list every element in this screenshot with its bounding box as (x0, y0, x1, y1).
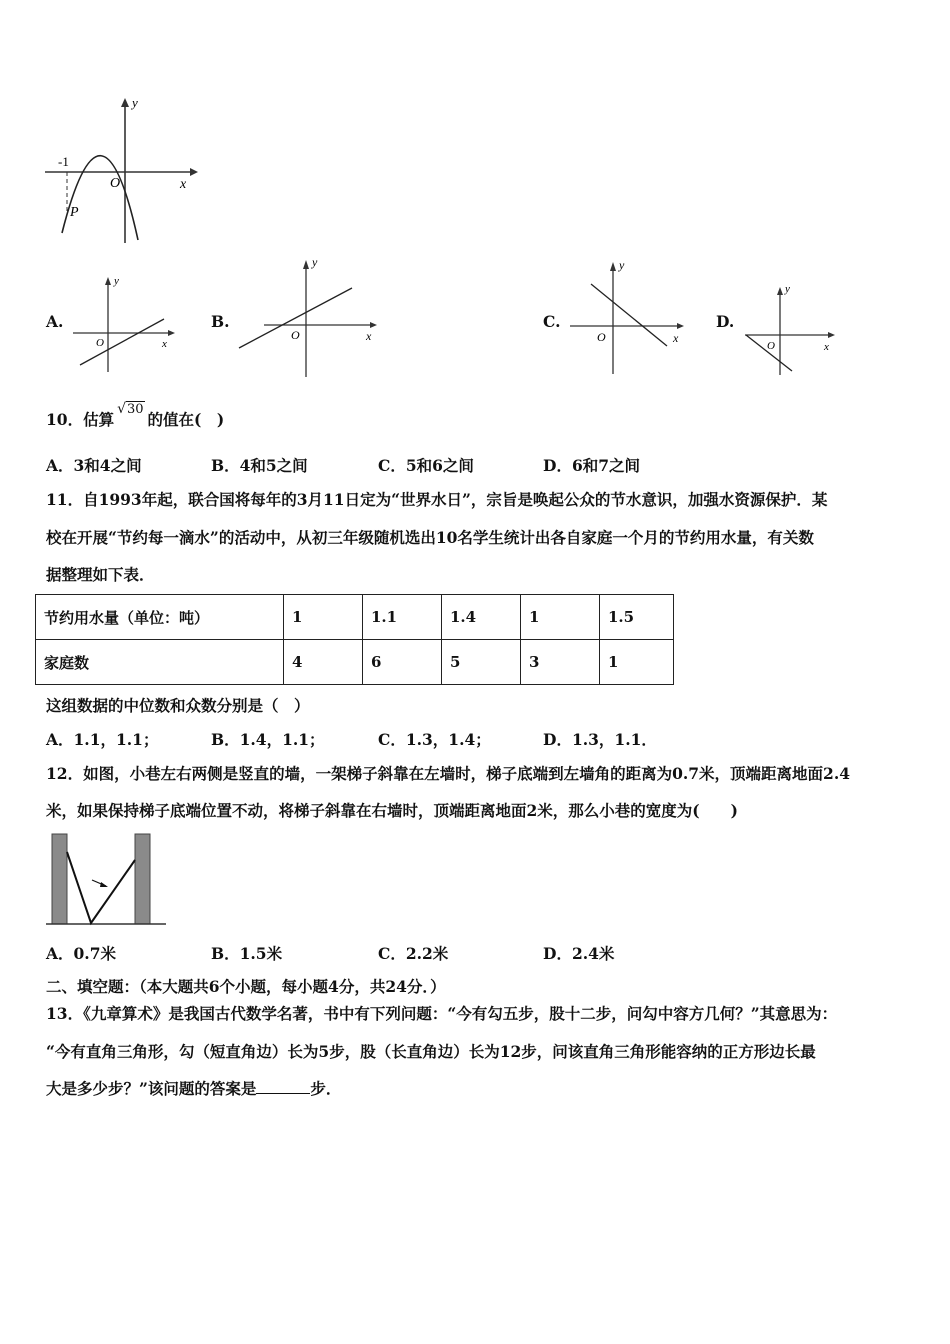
parabola-figure (40, 95, 200, 250)
option-a-line (80, 319, 164, 365)
water-saving-table (35, 594, 674, 685)
option-a-x: x (162, 338, 167, 350)
x-label: x (180, 177, 187, 192)
table-cell: 4 (284, 640, 363, 685)
option-c-letter: C. (543, 312, 561, 331)
option-c-y: y (619, 258, 625, 272)
option-a-y: y (114, 275, 119, 287)
q11-line-3: 据整理如下表． (46, 565, 155, 584)
y-axis-arrow (121, 98, 129, 107)
option-b-letter: B. (211, 312, 230, 331)
q13-line-3-after: 步． (310, 1079, 342, 1098)
q10-stem (46, 401, 225, 430)
arrow-head (100, 882, 108, 887)
table-cell: 1 (521, 595, 600, 640)
option-b-x: x (366, 329, 372, 343)
option-a-graph (68, 272, 178, 377)
table-cell: 1 (284, 595, 363, 640)
table-cell: 1.1 (363, 595, 442, 640)
option-d-graph (740, 280, 840, 380)
table-cell: 1.5 (600, 595, 674, 640)
answer-blank[interactable] (256, 1079, 310, 1094)
right-wall (135, 834, 150, 924)
option-d-o: O (767, 340, 775, 352)
x-axis-arrow (190, 168, 198, 176)
q10-option-d: D．6和7之间 (543, 456, 641, 475)
q12-line-1: 12．如图，小巷左右两侧是竖直的墙，一架梯子斜靠在左墙时，梯子底端到左墙角的距离为0.7米，顶端距离地面2.4 (46, 764, 851, 783)
table-cell: 5 (442, 640, 521, 685)
point-p-label: P (70, 205, 79, 220)
option-b-o: O (291, 328, 300, 342)
q10-radicand: 30 (127, 402, 144, 417)
sqrt-symbol: √ (117, 401, 126, 417)
left-wall (52, 834, 67, 924)
q10-option-a: A．3和4之间 (46, 456, 142, 475)
option-c-x: x (673, 331, 679, 345)
q10-option-c: C．5和6之间 (378, 456, 474, 475)
q13-line-3-before: 大是多少步？”该问题的答案是 (46, 1079, 257, 1098)
q12-option-a: A．0.7米 (46, 944, 116, 963)
table-row (36, 595, 674, 640)
q13-line-2: “今有直角三角形，勾（短直角边）长为5步，股（长直角边）长为12步，问该直角三角形能容纳的正方形边长最 (46, 1042, 816, 1061)
q12-line-2: 米，如果保持梯子底端位置不动，将梯子斜靠在右墙时，顶端距离地面2米，那么小巷的宽度为( ) (46, 801, 738, 820)
table-row (36, 640, 674, 685)
option-c-graph (565, 256, 690, 381)
q13-line-1: 13．《九章算术》是我国古代数学名著，书中有下列问题：“今有勾五步，股十二步，问勾中容方几何？”其意思为： (46, 1004, 838, 1023)
q11-question: 这组数据的中位数和众数分别是（ ） (46, 696, 310, 715)
section-2-title: 二、填空题：（本大题共6个小题，每小题4分，共24分．） (46, 977, 446, 996)
q12-option-c: C．2.2米 (378, 944, 449, 963)
table-cell: 节约用水量（单位：吨） (36, 595, 284, 640)
option-a-letter: A. (46, 312, 64, 331)
q11-option-c: C．1.3，1.4； (378, 730, 491, 749)
q11-line-1: 11．自1993年起，联合国将每年的3月11日定为“世界水日”，宗旨是唤起公众的节水意识，加强水资源保护．某 (46, 490, 828, 509)
table-cell: 1.4 (442, 595, 521, 640)
option-b-y: y (312, 255, 318, 269)
q12-option-b: B．1.5米 (211, 944, 283, 963)
q11-option-b: B．1.4，1.1； (211, 730, 325, 749)
table-cell: 6 (363, 640, 442, 685)
q10-prefix: 10．估算 (46, 410, 115, 429)
table-cell: 1 (600, 640, 674, 685)
table-cell: 3 (521, 640, 600, 685)
option-d-y: y (785, 283, 790, 295)
q10-option-b: B．4和5之间 (211, 456, 308, 475)
y-label: y (132, 95, 138, 110)
ladders (67, 852, 135, 923)
option-c-o: O (597, 330, 606, 344)
option-d-x: x (824, 341, 829, 353)
q11-line-2: 校在开展“节约每一滴水”的活动中，从初三年级随机选出10名学生统计出各自家庭一个月的节约用水量，有关数 (46, 528, 814, 547)
neg1-label: -1 (58, 154, 69, 169)
option-a-o: O (96, 337, 104, 349)
option-b-graph (234, 252, 384, 382)
q10-suffix: 的值在( ) (147, 410, 225, 429)
option-d-letter: D. (716, 312, 735, 331)
parabola-curve (62, 156, 138, 240)
q13-line-3 (46, 1077, 341, 1099)
q12-option-d: D．2.4米 (543, 944, 615, 963)
q11-option-d: D．1.3，1.1． (543, 730, 657, 749)
origin-label: O (110, 176, 121, 191)
q11-option-a: A．1.1，1.1； (46, 730, 159, 749)
table-cell: 家庭数 (36, 640, 284, 685)
q10-sqrt (117, 401, 144, 417)
ladder-alley-figure (44, 832, 169, 930)
